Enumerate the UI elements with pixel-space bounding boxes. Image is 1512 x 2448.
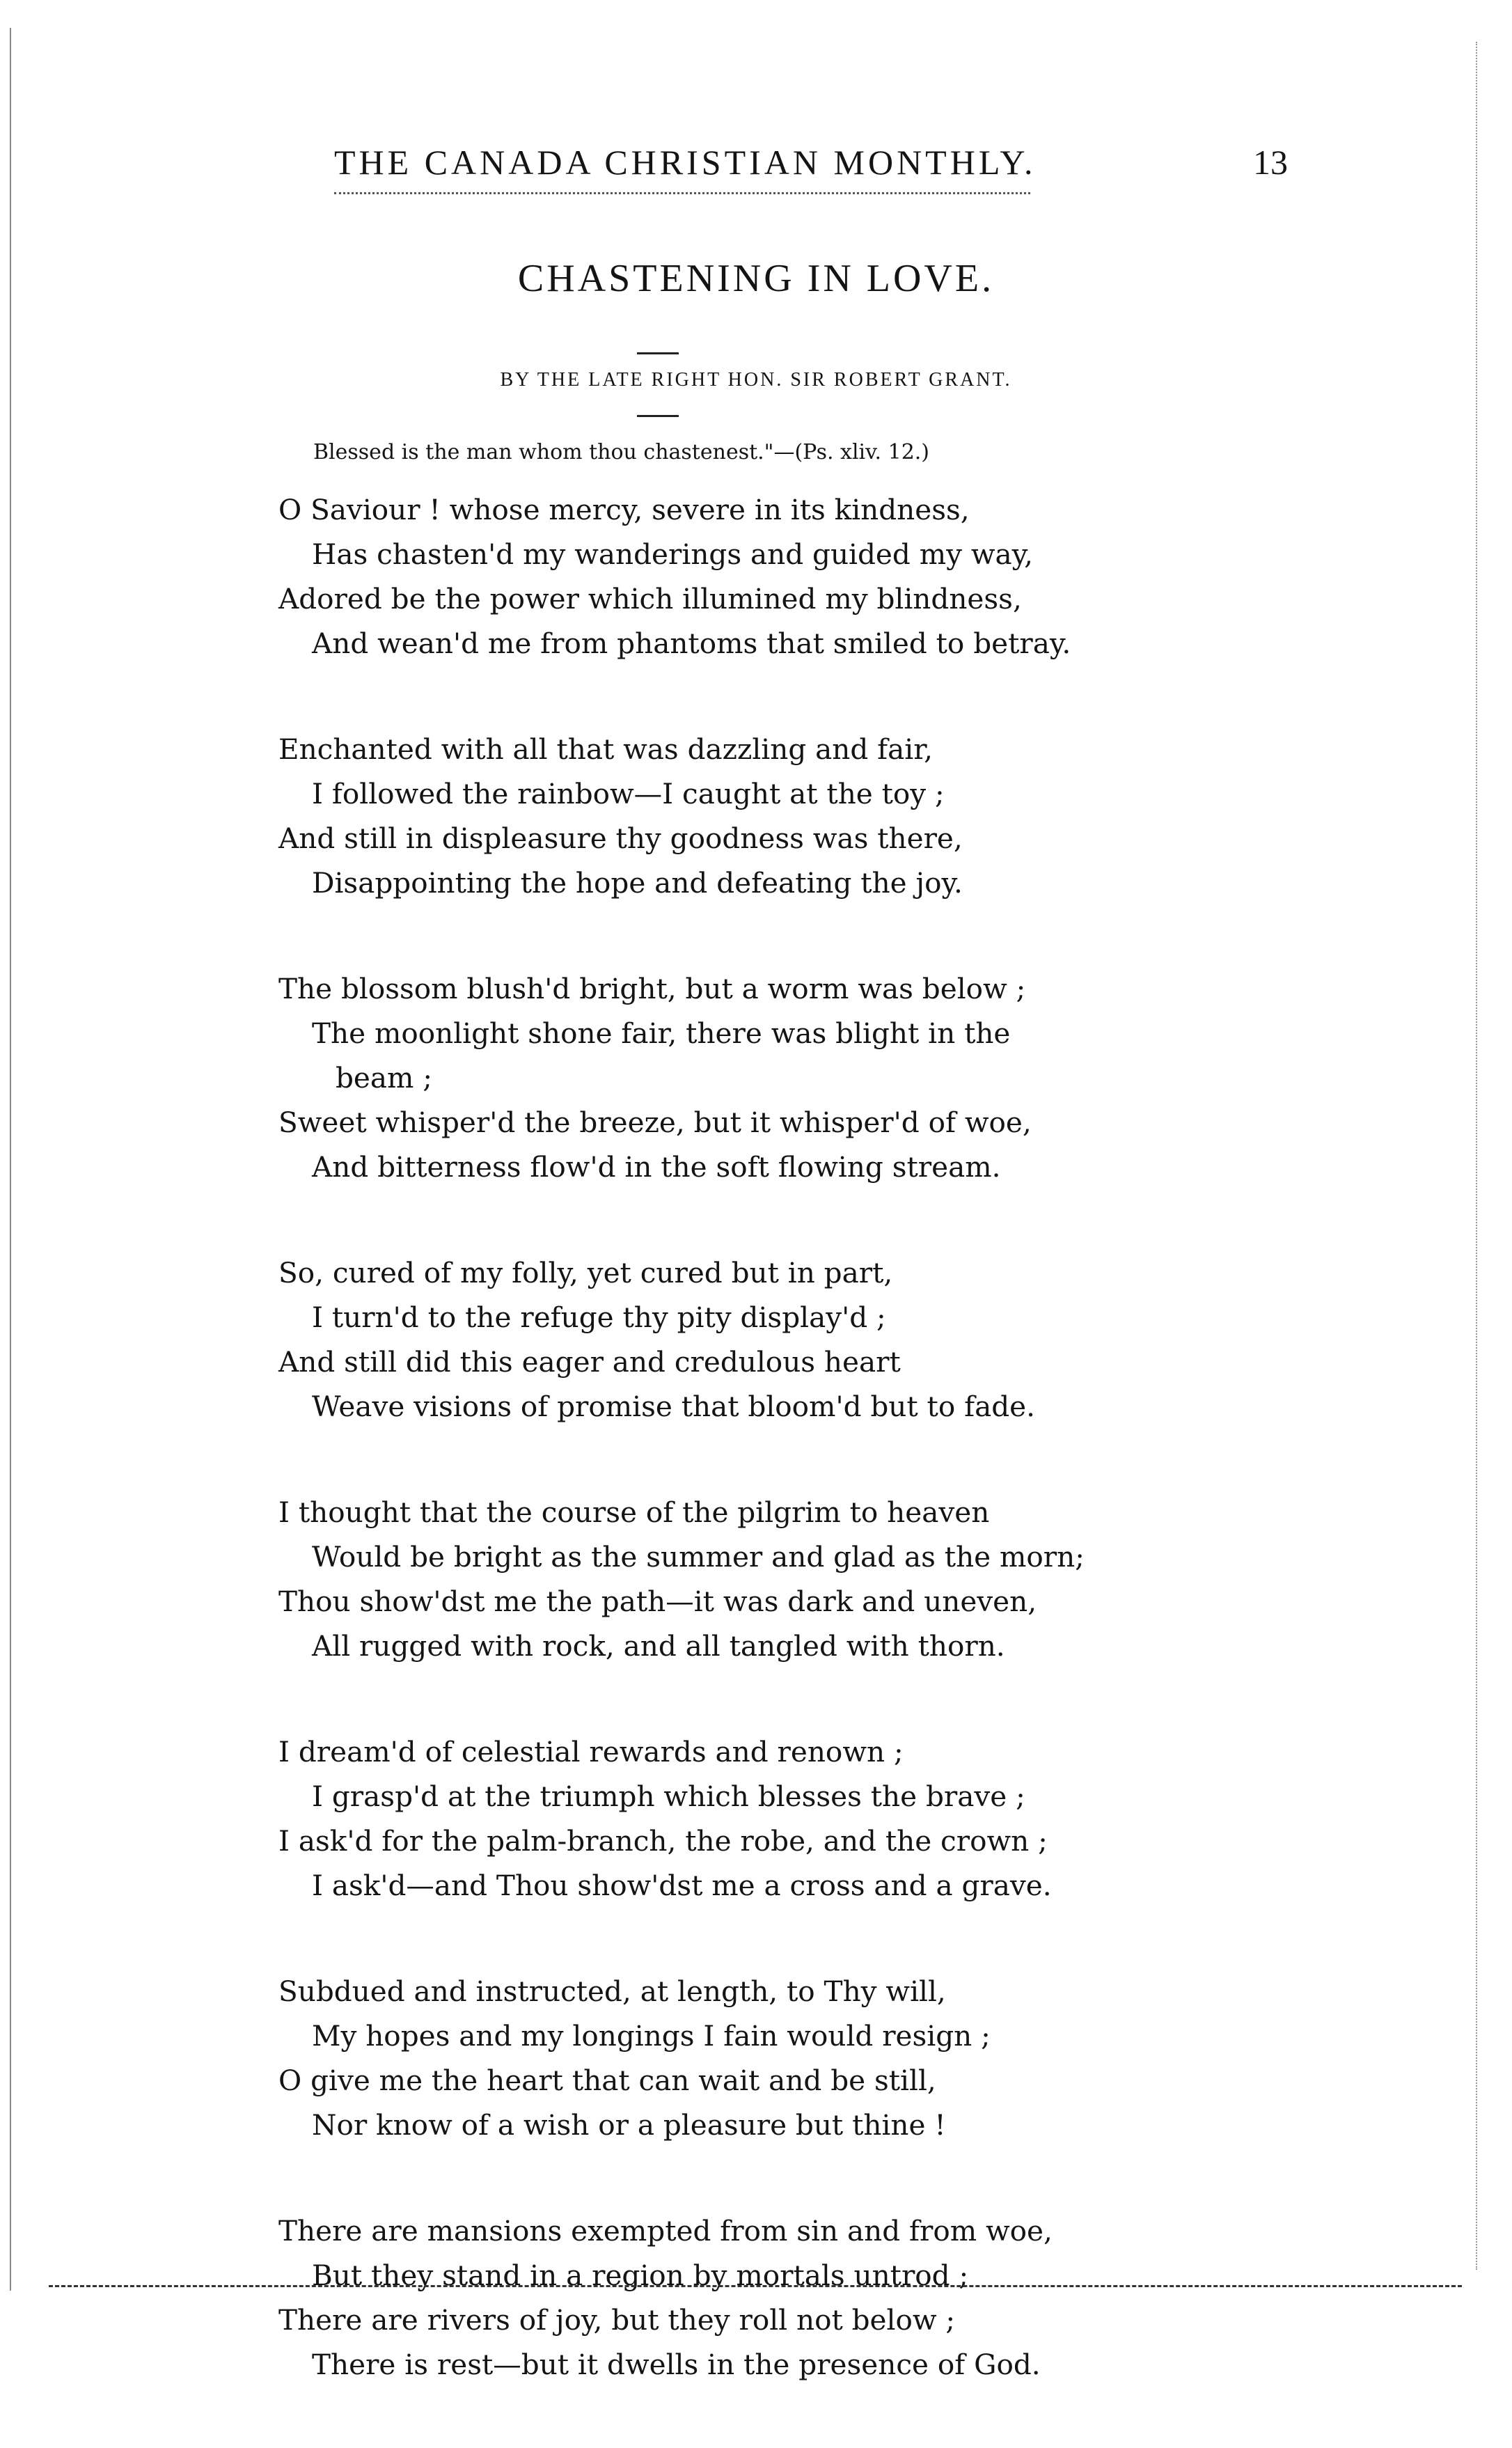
poem-line: And bitterness flow'd in the soft flowing stream. bbox=[312, 1150, 1001, 1184]
poem-body bbox=[278, 487, 1149, 2448]
poem-line: I thought that the course of the pilgrim to heaven bbox=[278, 1496, 990, 1529]
poem-line: So, cured of my folly, yet cured but in part, bbox=[278, 1256, 893, 1289]
poem-line: O give me the heart that can wait and be still, bbox=[278, 2064, 936, 2097]
poem-line: There are rivers of joy, but they roll not below ; bbox=[278, 2303, 956, 2337]
poem-title: CHASTENING IN LOVE. bbox=[517, 257, 995, 300]
poem-line: I grasp'd at the triumph which blesses the brave ; bbox=[312, 1780, 1025, 1813]
poem-line: Sweet whisper'd the breeze, but it whisper'd of woe, bbox=[278, 1106, 1032, 1139]
stanza-8 bbox=[278, 2208, 1149, 2387]
poem-line: I followed the rainbow—I caught at the toy ; bbox=[312, 777, 945, 810]
stanza-6 bbox=[278, 1729, 1149, 1908]
poem-line: I ask'd—and Thou show'dst me a cross and a grave. bbox=[312, 1869, 1052, 1902]
poem-line: And wean'd me from phantoms that smiled to betray. bbox=[312, 627, 1071, 660]
poem-line: My hopes and my longings I fain would resign ; bbox=[312, 2019, 991, 2053]
stanza-5 bbox=[278, 1490, 1149, 1668]
page-number: 13 bbox=[1253, 143, 1288, 182]
poem-line: There is rest—but it dwells in the presence of God. bbox=[312, 2348, 1041, 2381]
poem-line: And still did this eager and credulous heart bbox=[278, 1345, 901, 1379]
poem-byline: BY THE LATE RIGHT HON. SIR ROBERT GRANT. bbox=[500, 369, 1012, 391]
poem-line: There are mansions exempted from sin and from woe, bbox=[278, 2214, 1053, 2247]
poem-line: The moonlight shone fair, there was blight in the bbox=[312, 1017, 1011, 1050]
poem-epigraph: Blessed is the man whom thou chastenest."—(Ps. xliv. 12.) bbox=[313, 440, 930, 464]
poem-line: Thou show'dst me the path—it was dark and uneven, bbox=[278, 1585, 1037, 1618]
title-divider bbox=[637, 352, 679, 354]
stanza-1 bbox=[278, 487, 1149, 666]
poem-line: Has chasten'd my wanderings and guided my way, bbox=[312, 538, 1034, 571]
poem-line: Disappointing the hope and defeating the joy. bbox=[312, 866, 963, 900]
poem-line: beam ; bbox=[336, 1061, 432, 1094]
poem-line: Weave visions of promise that bloom'd but to fade. bbox=[312, 1390, 1035, 1423]
left-margin-rule bbox=[10, 28, 11, 2291]
running-title: THE CANADA CHRISTIAN MONTHLY. bbox=[334, 143, 1037, 182]
poem-line: I turn'd to the refuge thy pity display'd ; bbox=[312, 1301, 886, 1334]
stanza-2 bbox=[278, 727, 1149, 905]
poem-line: Nor know of a wish or a pleasure but thine ! bbox=[312, 2108, 946, 2142]
page-header bbox=[278, 136, 1288, 192]
poem-line: And still in displeasure thy goodness was there, bbox=[278, 822, 963, 855]
poem-line: Adored be the power which illumined my blindness, bbox=[278, 582, 1022, 615]
header-rule bbox=[334, 192, 1030, 194]
stanza-4 bbox=[278, 1250, 1149, 1429]
bottom-rule bbox=[49, 2285, 1462, 2287]
poem-line: I dream'd of celestial rewards and renown ; bbox=[278, 1735, 904, 1768]
poem-line: O Saviour ! whose mercy, severe in its kindness, bbox=[278, 493, 970, 526]
stanza-7 bbox=[278, 1969, 1149, 2147]
poem-line: Subdued and instructed, at length, to Thy will, bbox=[278, 1975, 946, 2008]
poem-line: All rugged with rock, and all tangled with thorn. bbox=[312, 1629, 1005, 1663]
stanza-3 bbox=[278, 966, 1149, 1189]
byline-divider bbox=[637, 415, 679, 417]
poem-line: Would be bright as the summer and glad as the morn; bbox=[312, 1540, 1085, 1574]
poem-line: The blossom blush'd bright, but a worm was below ; bbox=[278, 972, 1026, 1005]
poem-line: Enchanted with all that was dazzling and fair, bbox=[278, 732, 934, 766]
poem-line: I ask'd for the palm-branch, the robe, and the crown ; bbox=[278, 1824, 1048, 1858]
poem-line: But they stand in a region by mortals untrod ; bbox=[312, 2259, 969, 2292]
